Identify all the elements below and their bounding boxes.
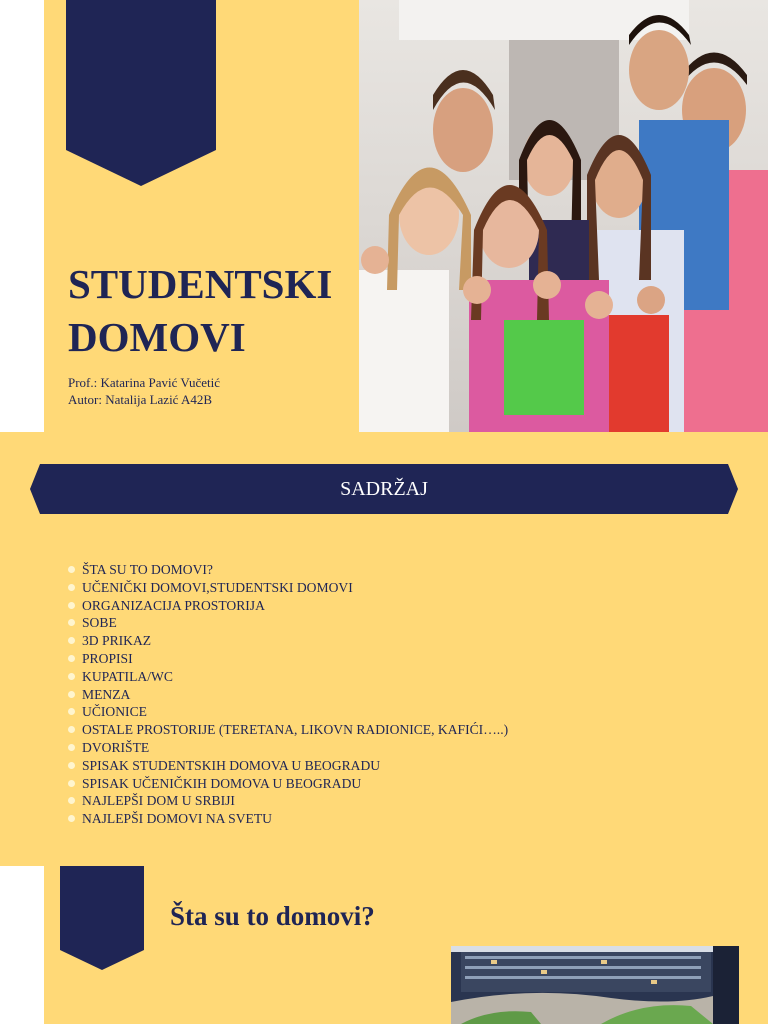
list-item [68,739,508,757]
navy-banner-ribbon [60,866,144,970]
list-item [68,632,508,650]
list-item-label: UČENIČKI DOMOVI,STUDENTSKI DOMOVI [82,579,353,595]
list-item [68,757,508,775]
list-item [68,703,508,721]
list-item-label: ŠTA SU TO DOMOVI? [82,562,213,577]
list-item-label: PROPISI [82,650,133,666]
list-item [68,614,508,632]
list-item-label: DVORIŠTE [82,739,150,755]
bullet-icon [68,762,75,769]
bullet-icon [68,673,75,680]
list-item-label: SPISAK UČENIČKIH DOMOVA U BEOGRADU [82,775,362,791]
list-item-label: NAJLEPŠI DOMOVI NA SVETU [82,811,272,827]
bullet-icon [68,602,75,609]
title-slide [44,0,768,432]
list-item [68,668,508,686]
list-item [68,775,508,793]
bullet-icon [68,691,75,698]
list-item [68,721,508,739]
bullet-icon [68,708,75,715]
bullet-icon [68,797,75,804]
list-item [68,792,508,810]
contents-slide [0,432,768,866]
list-item [68,579,508,597]
subtitle-block [68,374,220,408]
bullet-icon [68,619,75,626]
dormitories-slide [44,866,768,1024]
professor-line: Prof.: Katarina Pavić Vučetić [68,375,221,390]
list-item [68,650,508,668]
list-item-label: ORGANIZACIJA PROSTORIJA [82,597,265,613]
bullet-icon [68,815,75,822]
title-line-2: DOMOVI [68,314,246,360]
slide-title: Šta su to domovi? [170,901,375,931]
list-item-label: 3D PRIKAZ [82,633,152,649]
list-item [68,686,508,704]
dormitory-building-photo-icon [451,946,739,1024]
students-photo-icon [359,0,768,432]
list-item-label: OSTALE PROSTORIJE (TERETANA, LIKOVN RADIONICE, KAFIĆI…..) [82,722,509,738]
bullet-icon [68,744,75,751]
list-item-label: MENZA [82,686,131,702]
list-item-label: SPISAK STUDENTSKIH DOMOVA U BEOGRADU [82,757,381,773]
title-line-1: STUDENTSKI [68,261,333,307]
author-line: Autor: Natalija Lazić A42B [68,392,213,407]
list-item [68,597,508,615]
bullet-icon [68,780,75,787]
list-item-label: SOBE [82,615,117,631]
bullet-icon [68,566,75,573]
list-item [68,561,508,579]
navy-banner-ribbon [66,0,216,186]
contents-heading: SADRŽAJ [340,478,428,500]
bullet-icon [68,637,75,644]
bullet-icon [68,584,75,591]
list-item-label: KUPATILA/WC [82,668,173,684]
list-item-label: UČIONICE [82,704,147,720]
bullet-icon [68,726,75,733]
bullet-icon [68,655,75,662]
presentation-title [68,258,368,364]
contents-list [68,561,508,828]
list-item-label: NAJLEPŠI DOM U SRBIJI [82,793,235,809]
list-item [68,810,508,828]
